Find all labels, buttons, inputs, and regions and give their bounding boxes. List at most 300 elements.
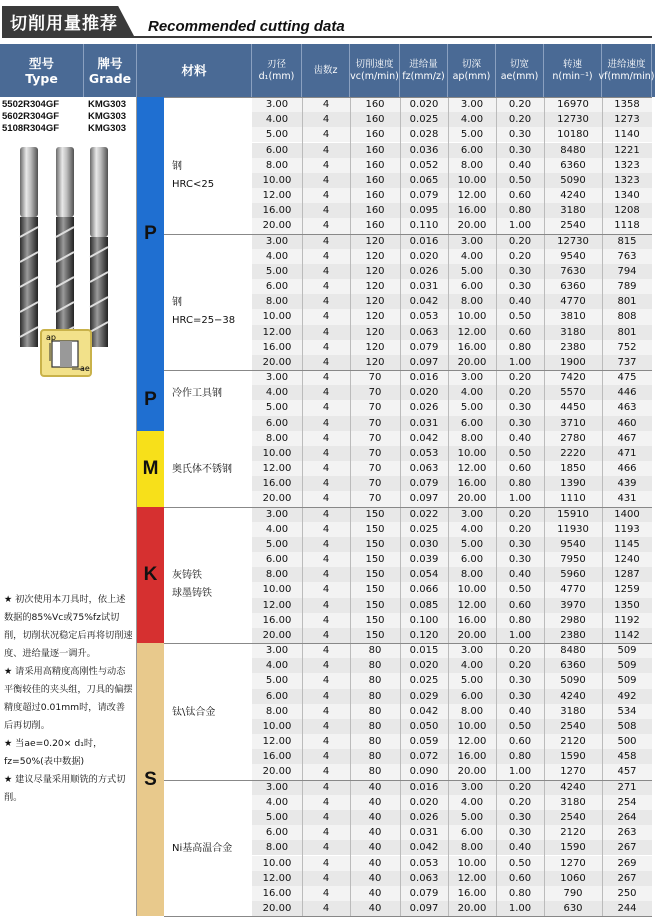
table-cell: 4	[322, 599, 330, 611]
table-cell: 0.80	[508, 478, 532, 490]
table-cell: 0.015	[409, 645, 439, 657]
table-cell: 801	[617, 296, 637, 308]
table-row	[252, 370, 652, 385]
table-cell: 80	[368, 705, 382, 717]
table-cell: 475	[617, 372, 637, 384]
table-cell: 6.00	[265, 554, 289, 566]
table-cell: 70	[368, 417, 382, 429]
table-row	[252, 385, 652, 400]
table-cell: 752	[617, 341, 637, 353]
header-label: 切宽	[509, 58, 529, 70]
table-cell: 150	[365, 523, 385, 535]
table-cell: 4	[322, 766, 330, 778]
table-row	[252, 658, 652, 673]
table-cell: 4	[322, 220, 330, 232]
table-cell: 509	[617, 645, 637, 657]
table-cell: 0.40	[508, 842, 532, 854]
table-cell: 3.00	[265, 781, 289, 793]
table-cell: 0.30	[508, 538, 532, 550]
table-row	[252, 143, 652, 158]
table-cell: 40	[368, 796, 382, 808]
table-cell: 431	[617, 493, 637, 505]
table-cell: 0.072	[409, 751, 439, 763]
table-cell: 0.30	[508, 129, 532, 141]
table-cell: 40	[368, 811, 382, 823]
table-row	[252, 825, 652, 840]
table-cell: 40	[368, 903, 382, 914]
table-cell: 5.00	[265, 402, 289, 414]
table-cell: 0.60	[508, 736, 532, 748]
table-cell: 815	[617, 235, 637, 247]
table-cell: 4	[322, 614, 330, 626]
header-cell-7	[448, 44, 496, 97]
table-cell: 16.00	[457, 205, 487, 217]
table-cell: 0.026	[409, 265, 439, 277]
table-cell: 4.00	[265, 250, 289, 262]
table-cell: 2980	[560, 614, 586, 626]
table-cell: 10180	[557, 129, 589, 141]
table-row	[252, 264, 652, 279]
table-cell: 4	[322, 857, 330, 869]
table-cell: 0.40	[508, 159, 532, 171]
table-cell: 4	[322, 629, 330, 641]
table-cell: 4770	[560, 296, 586, 308]
material-line: 奥氏体不锈钢	[172, 464, 232, 476]
table-cell: 4	[322, 190, 330, 202]
table-cell: 4	[322, 675, 330, 687]
table-cell: 0.30	[508, 265, 532, 277]
table-cell: 0.20	[508, 114, 532, 126]
table-cell: 10.00	[262, 311, 292, 323]
table-cell: 6.00	[265, 144, 289, 156]
table-cell: 0.079	[409, 341, 439, 353]
table-cell: 4.00	[460, 523, 484, 535]
header-cell-4	[302, 44, 350, 97]
table-cell: 5.00	[460, 402, 484, 414]
table-cell: 0.079	[409, 478, 439, 490]
table-cell: 509	[617, 675, 637, 687]
table-cell: 2540	[560, 720, 586, 732]
table-cell: 0.020	[409, 660, 439, 672]
table-row	[252, 901, 652, 916]
header-cell-1	[84, 44, 137, 97]
table-cell: 150	[365, 599, 385, 611]
table-cell: 3180	[560, 326, 586, 338]
table-cell: 0.30	[508, 554, 532, 566]
table-cell: 8.00	[460, 432, 484, 444]
table-cell: 509	[617, 660, 637, 672]
table-cell: 0.063	[409, 872, 439, 884]
table-cell: 0.020	[409, 796, 439, 808]
table-cell: 15910	[557, 508, 589, 520]
group-separator	[164, 507, 652, 508]
iso-group-letter: P	[144, 389, 157, 411]
table-cell: 2120	[560, 736, 586, 748]
table-cell: 466	[617, 463, 637, 475]
table-cell: 8.00	[265, 432, 289, 444]
table-cell: 0.80	[508, 887, 532, 899]
table-cell: 4	[322, 887, 330, 899]
table-cell: 0.052	[409, 159, 439, 171]
table-cell: 3.00	[265, 372, 289, 384]
table-cell: 8480	[560, 645, 586, 657]
table-cell: 0.016	[409, 781, 439, 793]
table-cell: 0.30	[508, 827, 532, 839]
ap-ae-icon	[40, 329, 92, 377]
table-cell: 5.00	[460, 811, 484, 823]
table-cell: 12730	[557, 235, 589, 247]
table-cell: 4	[322, 554, 330, 566]
table-cell: 12.00	[262, 736, 292, 748]
table-cell: 1590	[560, 842, 586, 854]
table-cell: 12730	[557, 114, 589, 126]
table-cell: 6.00	[460, 144, 484, 156]
table-cell: 0.40	[508, 296, 532, 308]
table-row	[252, 734, 652, 749]
table-cell: 794	[617, 265, 637, 277]
table-cell: 0.40	[508, 569, 532, 581]
table-row	[252, 810, 652, 825]
header-divider	[2, 36, 652, 38]
header-sublabel: vc(m/min)	[350, 70, 399, 82]
header-sublabel: d₁(mm)	[258, 70, 295, 82]
table-cell: 16.00	[262, 478, 292, 490]
table-cell: 4	[322, 356, 330, 368]
group-separator	[164, 97, 652, 98]
table-cell: 0.031	[409, 281, 439, 293]
table-cell: 160	[365, 220, 385, 232]
table-row	[252, 461, 652, 476]
table-cell: 80	[368, 766, 382, 778]
table-row	[252, 234, 652, 249]
table-cell: 0.042	[409, 842, 439, 854]
table-row	[252, 355, 652, 370]
material-line: Ni基高温合金	[172, 843, 233, 855]
table-cell: 4240	[560, 190, 586, 202]
table-cell: 0.80	[508, 614, 532, 626]
table-cell: 0.80	[508, 205, 532, 217]
table-cell: 630	[563, 903, 583, 914]
table-row	[252, 764, 652, 779]
table-cell: 0.20	[508, 645, 532, 657]
table-cell: 4	[322, 144, 330, 156]
table-cell: 4770	[560, 584, 586, 596]
table-row	[252, 871, 652, 886]
table-cell: 0.40	[508, 705, 532, 717]
table-cell: 0.042	[409, 432, 439, 444]
table-cell: 264	[617, 811, 637, 823]
table-cell: 4	[322, 827, 330, 839]
table-cell: 4	[322, 736, 330, 748]
table-cell: 0.020	[409, 250, 439, 262]
table-row	[252, 218, 652, 233]
table-cell: 4240	[560, 781, 586, 793]
table-cell: 120	[365, 235, 385, 247]
table-cell: 1.00	[508, 629, 532, 641]
table-cell: 269	[617, 857, 637, 869]
table-cell: 70	[368, 447, 382, 459]
table-cell: 4.00	[460, 250, 484, 262]
product-grade: KMG303	[88, 123, 127, 134]
table-cell: 4	[322, 584, 330, 596]
table-cell: 0.20	[508, 796, 532, 808]
table-cell: 0.50	[508, 311, 532, 323]
table-cell: 0.50	[508, 174, 532, 186]
table-cell: 8.00	[265, 296, 289, 308]
table-cell: 3.00	[460, 99, 484, 110]
table-cell: 0.20	[508, 508, 532, 520]
table-cell: 4	[322, 250, 330, 262]
table-cell: 0.20	[508, 660, 532, 672]
table-cell: 4	[322, 720, 330, 732]
header-label: 齿数z	[313, 64, 338, 76]
table-cell: 763	[617, 250, 637, 262]
table-cell: 0.090	[409, 766, 439, 778]
table-cell: 12.00	[457, 190, 487, 202]
table-cell: 534	[617, 705, 637, 717]
material-line: 钛\钛合金	[172, 706, 216, 718]
table-cell: 0.059	[409, 736, 439, 748]
table-cell: 6360	[560, 660, 586, 672]
table-cell: 0.025	[409, 114, 439, 126]
material-line: 冷作工具钢	[172, 388, 222, 400]
table-cell: 0.039	[409, 554, 439, 566]
table-cell: 801	[617, 326, 637, 338]
table-cell: 790	[563, 887, 583, 899]
table-row	[252, 643, 652, 658]
product-type: 5108R304GF	[2, 123, 60, 134]
table-cell: 0.80	[508, 341, 532, 353]
table-cell: 0.50	[508, 857, 532, 869]
table-cell: 20.00	[262, 493, 292, 505]
table-row	[252, 446, 652, 461]
material-label	[172, 461, 232, 479]
table-cell: 16.00	[262, 751, 292, 763]
table-row	[252, 780, 652, 795]
table-cell: 1323	[614, 174, 640, 186]
table-cell: 1240	[614, 554, 640, 566]
table-cell: 0.20	[508, 523, 532, 535]
table-cell: 150	[365, 508, 385, 520]
table-cell: 6.00	[265, 690, 289, 702]
table-cell: 0.053	[409, 857, 439, 869]
table-cell: 16.00	[457, 478, 487, 490]
table-cell: 5.00	[265, 811, 289, 823]
table-cell: 244	[617, 903, 637, 914]
table-cell: 120	[365, 296, 385, 308]
table-cell: 6360	[560, 281, 586, 293]
table-cell: 4	[322, 493, 330, 505]
table-cell: 0.095	[409, 205, 439, 217]
table-row	[252, 840, 652, 855]
table-cell: 150	[365, 538, 385, 550]
table-cell: 1270	[560, 857, 586, 869]
table-cell: 0.60	[508, 599, 532, 611]
table-cell: 20.00	[262, 766, 292, 778]
table-cell: 5.00	[265, 538, 289, 550]
table-cell: 1193	[614, 523, 640, 535]
group-separator	[164, 234, 652, 235]
material-line: 钢	[172, 160, 182, 172]
table-cell: 40	[368, 827, 382, 839]
table-cell: 0.025	[409, 675, 439, 687]
table-cell: 160	[365, 114, 385, 126]
table-header	[0, 44, 655, 97]
table-row	[252, 416, 652, 431]
table-cell: 271	[617, 781, 637, 793]
table-cell: 0.063	[409, 463, 439, 475]
table-cell: 0.016	[409, 372, 439, 384]
ae-label: ae	[80, 364, 90, 373]
table-row	[252, 628, 652, 643]
table-cell: 0.085	[409, 599, 439, 611]
table-cell: 0.20	[508, 372, 532, 384]
table-cell: 471	[617, 447, 637, 459]
material-line: 球墨铸铁	[172, 588, 212, 600]
table-cell: 4240	[560, 690, 586, 702]
material-line: 灰铸铁	[172, 570, 202, 582]
table-row	[252, 522, 652, 537]
table-cell: 1270	[560, 766, 586, 778]
table-cell: 160	[365, 129, 385, 141]
table-row	[252, 598, 652, 613]
material-label	[172, 294, 235, 330]
table-row	[252, 795, 652, 810]
table-cell: 120	[365, 311, 385, 323]
table-cell: 0.031	[409, 417, 439, 429]
table-cell: 7420	[560, 372, 586, 384]
group-separator	[164, 370, 652, 371]
table-cell: 10.00	[262, 584, 292, 596]
table-cell: 4	[322, 99, 330, 110]
table-cell: 5.00	[265, 675, 289, 687]
table-cell: 120	[365, 250, 385, 262]
table-cell: 6.00	[265, 281, 289, 293]
table-cell: 160	[365, 144, 385, 156]
table-cell: 1287	[614, 569, 640, 581]
table-cell: 4	[322, 235, 330, 247]
table-cell: 1110	[560, 493, 586, 505]
table-row	[252, 279, 652, 294]
table-cell: 0.065	[409, 174, 439, 186]
table-cell: 10.00	[262, 720, 292, 732]
table-row	[252, 491, 652, 506]
table-cell: 4	[322, 129, 330, 141]
material-line: HRC<25	[172, 178, 215, 190]
table-cell: 20.00	[457, 903, 487, 914]
table-cell: 0.026	[409, 811, 439, 823]
table-cell: 0.036	[409, 144, 439, 156]
header-label: 材料	[181, 63, 207, 78]
table-cell: 1.00	[508, 903, 532, 914]
table-cell: 150	[365, 569, 385, 581]
table-cell: 4.00	[265, 660, 289, 672]
table-cell: 3.00	[460, 372, 484, 384]
table-cell: 3.00	[265, 508, 289, 520]
table-cell: 5570	[560, 387, 586, 399]
table-cell: 0.079	[409, 887, 439, 899]
table-cell: 4	[322, 341, 330, 353]
table-cell: 5.00	[460, 129, 484, 141]
material-label	[172, 567, 212, 603]
table-cell: 4.00	[265, 523, 289, 535]
material-label	[172, 840, 232, 858]
table-cell: 0.60	[508, 326, 532, 338]
table-cell: 1208	[614, 205, 640, 217]
table-cell: 16.00	[457, 614, 487, 626]
table-row	[252, 188, 652, 203]
table-cell: 3180	[560, 205, 586, 217]
table-cell: 4	[322, 811, 330, 823]
table-cell: 6.00	[460, 554, 484, 566]
header-label: 切削速度	[355, 58, 394, 70]
table-row	[252, 294, 652, 309]
table-cell: 0.028	[409, 129, 439, 141]
header-label: 转速	[562, 58, 582, 70]
table-cell: 70	[368, 372, 382, 384]
table-cell: 2540	[560, 220, 586, 232]
table-cell: 492	[617, 690, 637, 702]
table-cell: 16.00	[262, 887, 292, 899]
table-cell: 0.020	[409, 387, 439, 399]
table-cell: 8.00	[460, 569, 484, 581]
table-cell: 5.00	[460, 675, 484, 687]
table-cell: 3180	[560, 796, 586, 808]
table-cell: 150	[365, 614, 385, 626]
table-cell: 3970	[560, 599, 586, 611]
material-group-band	[137, 97, 164, 916]
table-cell: 0.097	[409, 356, 439, 368]
table-cell: 2540	[560, 811, 586, 823]
product-type: 5602R304GF	[2, 111, 60, 122]
table-cell: 3710	[560, 417, 586, 429]
table-cell: 0.40	[508, 432, 532, 444]
table-cell: 4	[322, 281, 330, 293]
table-cell: 1323	[614, 159, 640, 171]
table-cell: 0.50	[508, 447, 532, 459]
table-cell: 0.50	[508, 584, 532, 596]
usage-note: ★ 建议尽量采用顺铣的方式切削。	[4, 774, 126, 803]
table-cell: 3.00	[265, 99, 289, 110]
table-cell: 9540	[560, 250, 586, 262]
table-cell: 4	[322, 159, 330, 171]
table-cell: 439	[617, 478, 637, 490]
table-cell: 2380	[560, 629, 586, 641]
table-cell: 80	[368, 736, 382, 748]
table-cell: 3.00	[265, 645, 289, 657]
table-cell: 0.30	[508, 690, 532, 702]
table-cell: 16.00	[457, 341, 487, 353]
table-cell: 4	[322, 205, 330, 217]
table-cell: 808	[617, 311, 637, 323]
material-line: HRC=25−38	[172, 315, 236, 327]
table-cell: 0.30	[508, 402, 532, 414]
table-cell: 80	[368, 660, 382, 672]
table-cell: 70	[368, 493, 382, 505]
table-cell: 789	[617, 281, 637, 293]
table-cell: 4.00	[265, 387, 289, 399]
table-cell: 1140	[614, 129, 640, 141]
table-cell: 8.00	[460, 705, 484, 717]
table-cell: 267	[617, 842, 637, 854]
table-cell: 8.00	[265, 159, 289, 171]
table-cell: 150	[365, 554, 385, 566]
table-cell: 4.00	[460, 114, 484, 126]
table-cell: 4450	[560, 402, 586, 414]
table-cell: 5.00	[460, 538, 484, 550]
table-row	[252, 856, 652, 871]
table-cell: 1060	[560, 872, 586, 884]
